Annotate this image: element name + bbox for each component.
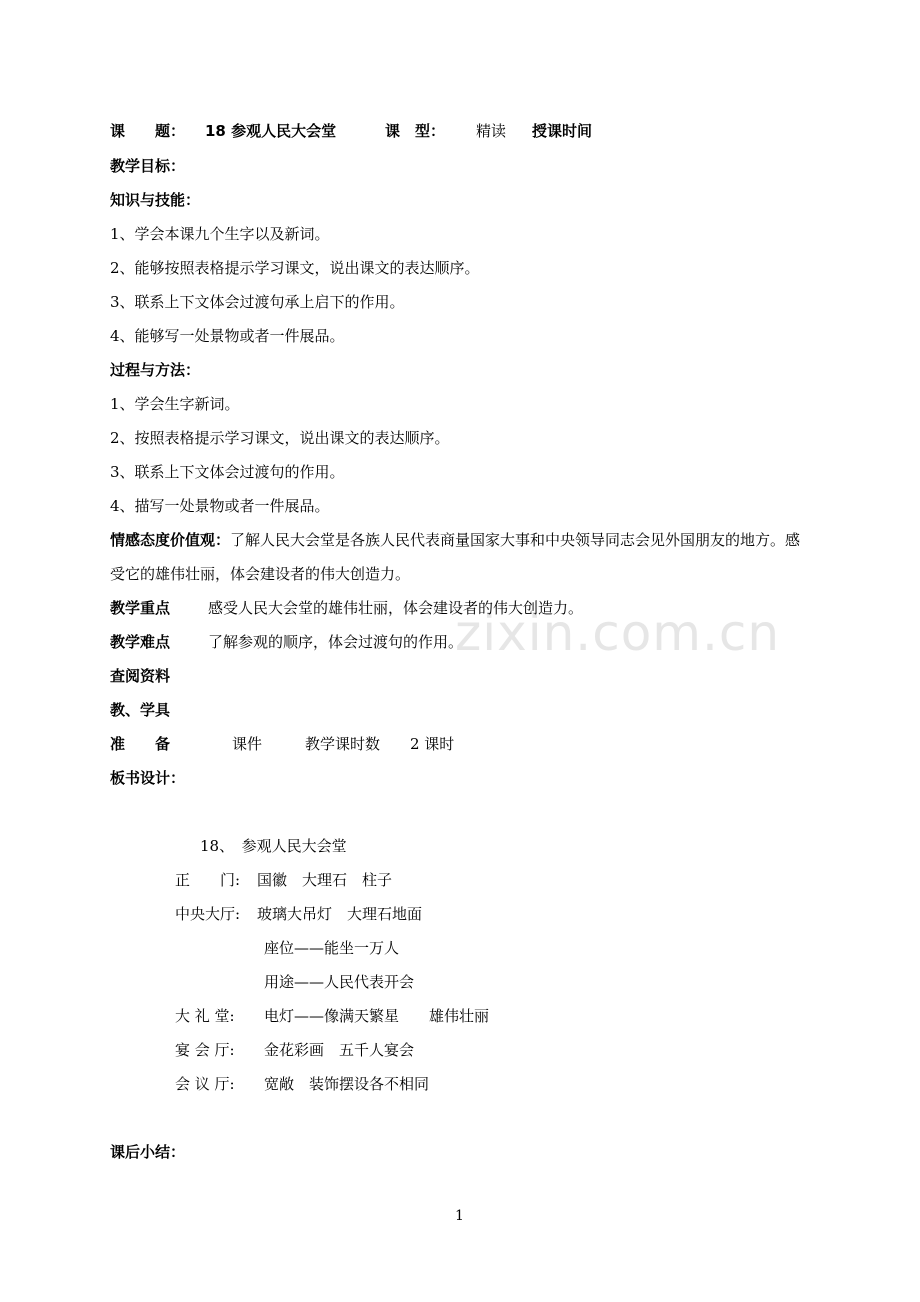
board-row-label: 正 门: xyxy=(175,871,241,889)
knowledge-heading: 知识与技能： xyxy=(110,191,201,209)
header-topic-value: 18 参观人民大会堂 xyxy=(205,122,337,140)
board-heading: 板书设计： xyxy=(110,769,186,787)
key-point-label: 教学重点 xyxy=(110,599,171,617)
board-row-label: 中央大厅: xyxy=(175,905,241,923)
hours-label: 教学课时数 xyxy=(305,735,381,753)
board-row-content: 座位——能坐一万人 xyxy=(264,939,400,957)
process-item: 2、按照表格提示学习课文，说出课文的表达顺序。 xyxy=(110,429,450,447)
emotion-heading: 情感态度价值观： xyxy=(110,531,231,549)
prep-value: 课件 xyxy=(232,735,263,753)
reference-label: 查阅资料 xyxy=(110,667,171,685)
difficulty-label: 教学难点 xyxy=(110,633,171,651)
board-row-content: 宽敞 装饰摆设各不相同 xyxy=(264,1075,430,1093)
knowledge-item: 2、能够按照表格提示学习课文，说出课文的表达顺序。 xyxy=(110,259,480,277)
process-heading: 过程与方法： xyxy=(110,361,201,379)
knowledge-item: 4、能够写一处景物或者一件展品。 xyxy=(110,327,345,345)
objectives-heading: 教学目标： xyxy=(110,157,186,175)
board-row-content: 用途——人民代表开会 xyxy=(264,973,415,991)
tools-label: 教、学具 xyxy=(110,701,171,719)
process-item: 1、学会生字新词。 xyxy=(110,395,240,413)
board-row-content: 玻璃大吊灯 大理石地面 xyxy=(257,905,423,923)
page-number: 1 xyxy=(455,1208,464,1224)
knowledge-item: 1、学会本课九个生字以及新词。 xyxy=(110,225,330,243)
board-row-label: 大 礼 堂: xyxy=(175,1007,235,1025)
header-time-label: 授课时间 xyxy=(532,122,593,140)
emotion-text: 了解人民大会堂是各族人民代表商量国家大事和中央领导同志会见外国朋友的地方。感受它的雄伟壮丽，体会建设者的伟大创造力。 xyxy=(110,531,801,583)
summary-heading: 课后小结： xyxy=(110,1143,186,1161)
header-type-value: 精读 xyxy=(476,122,507,140)
process-item: 3、联系上下文体会过渡句的作用。 xyxy=(110,463,345,481)
process-item: 4、描写一处景物或者一件展品。 xyxy=(110,497,330,515)
watermark: zixin.com.cn xyxy=(455,604,781,662)
board-title: 18、 参观人民大会堂 xyxy=(200,837,347,855)
board-row-label: 会 议 厅: xyxy=(175,1075,235,1093)
board-row-content: 国徽 大理石 柱子 xyxy=(257,871,393,889)
key-point-text: 感受人民大会堂的雄伟壮丽，体会建设者的伟大创造力。 xyxy=(208,599,584,617)
hours-value: 2 课时 xyxy=(410,735,455,753)
difficulty-text: 了解参观的顺序，体会过渡句的作用。 xyxy=(208,633,464,651)
header-topic-label: 课 题： xyxy=(110,122,186,140)
prep-label: 准 备 xyxy=(110,735,171,753)
header-type-label: 课 型： xyxy=(385,122,446,140)
emotion-paragraph xyxy=(110,523,815,591)
knowledge-item: 3、联系上下文体会过渡句承上启下的作用。 xyxy=(110,293,405,311)
board-row-content: 金花彩画 五千人宴会 xyxy=(264,1041,415,1059)
board-row-content: 电灯——像满天繁星 雄伟壮丽 xyxy=(264,1007,490,1025)
board-row-label: 宴 会 厅: xyxy=(175,1041,235,1059)
